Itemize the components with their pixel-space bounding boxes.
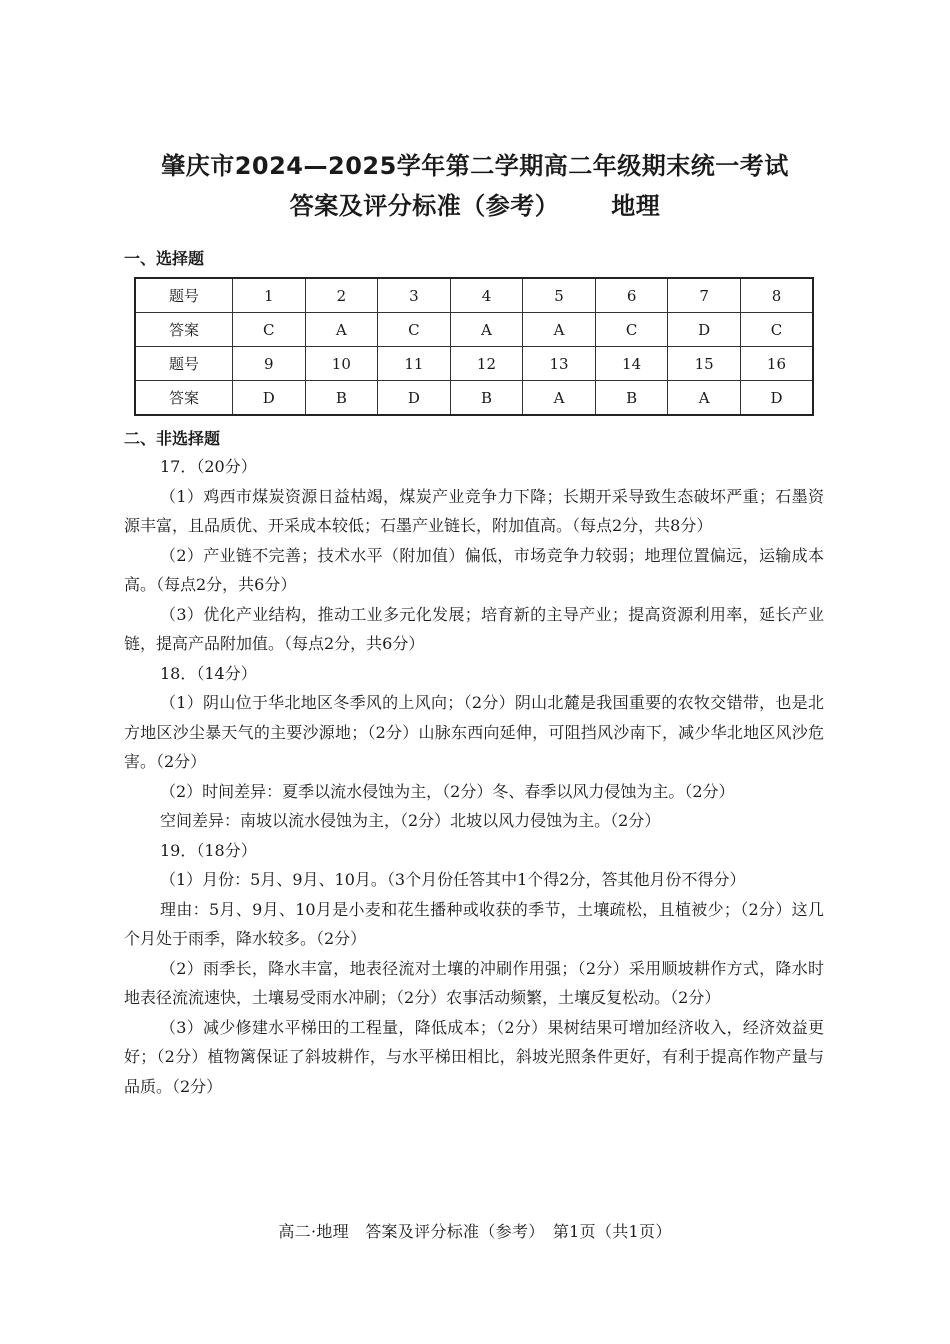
table-cell: C xyxy=(233,313,306,347)
table-cell: A xyxy=(450,313,523,347)
answer-paragraph: （1）月份：5月、9月、10月。（3个月份任答其中1个得2分，答其他月份不得分） xyxy=(160,870,746,889)
table-cell: 15 xyxy=(668,347,741,381)
question-heading: 17．（20分） xyxy=(160,457,257,476)
answer-paragraph: （2）产业链不完善；技术水平（附加值）偏低，市场竞争力较弱；地理位置偏远，运输成本高。（每点2分，共6分） xyxy=(124,545,824,594)
row-label: 题号 xyxy=(135,278,233,313)
subtitle-text: 答案及评分标准（参考） xyxy=(289,192,560,220)
table-cell: 1 xyxy=(233,278,306,313)
question-heading: 18．（14分） xyxy=(160,663,257,683)
exam-subtitle xyxy=(0,186,950,221)
row-label: 答案 xyxy=(135,313,233,347)
table-cell: 3 xyxy=(378,278,451,313)
table-cell: A xyxy=(523,313,596,347)
table-cell: B xyxy=(595,381,668,416)
section-heading-choice: 一、选择题 xyxy=(124,249,205,268)
table-cell: A xyxy=(305,313,378,347)
table-cell: 16 xyxy=(740,347,813,381)
table-cell: C xyxy=(740,313,813,347)
table-cell: 2 xyxy=(305,278,378,313)
answer-paragraph: 空间差异：南坡以流水侵蚀为主，（2分）北坡以风力侵蚀为主。（2分） xyxy=(160,811,661,830)
answer-body xyxy=(124,452,824,1101)
answer-paragraph: （1）鸡西市煤炭资源日益枯竭，煤炭产业竞争力下降；长期开采导致生态破坏严重；石墨资源丰富，且品质优、开采成本较低；石墨产业链长，附加值高。（每点2分，共8分） xyxy=(124,486,824,535)
exam-title: 肇庆市2024—2025学年第二学期高二年级期末统一考试 xyxy=(161,152,789,180)
answer-paragraph: （3）优化产业结构，推动工业多元化发展；培育新的主导产业；提高资源利用率，延长产业链，提高产品附加值。（每点2分，共6分） xyxy=(124,604,824,653)
table-cell: 9 xyxy=(233,347,306,381)
table-cell: A xyxy=(668,381,741,416)
table-cell: D xyxy=(740,381,813,416)
answer-paragraph: 理由：5月、9月、10月是小麦和花生播种或收获的季节，土壤疏松，且植被少；（2分）这几个月处于雨季，降水较多。（2分） xyxy=(124,899,824,948)
section-heading-nonchoice: 二、非选择题 xyxy=(124,429,221,448)
row-label: 答案 xyxy=(135,381,233,416)
answer-paragraph: （2）雨季长，降水丰富，地表径流对土壤的冲刷作用强；（2分）采用顺坡耕作方式，降水时地表径流流速快，土壤易受雨水冲刷；（2分）农事活动频繁，土壤反复松动。（2分） xyxy=(124,958,824,1007)
table-row xyxy=(135,381,813,416)
question-heading: 19．（18分） xyxy=(160,840,257,860)
table-cell: A xyxy=(523,381,596,416)
table-cell: B xyxy=(305,381,378,416)
table-cell: D xyxy=(233,381,306,416)
table-cell: 14 xyxy=(595,347,668,381)
table-cell: B xyxy=(450,381,523,416)
table-row xyxy=(135,313,813,347)
table-cell: 4 xyxy=(450,278,523,313)
table-row xyxy=(135,278,813,313)
table-cell: D xyxy=(378,381,451,416)
table-row xyxy=(135,347,813,381)
answer-table xyxy=(134,277,814,416)
table-cell: 12 xyxy=(450,347,523,381)
answer-paragraph: （3）减少修建水平梯田的工程量，降低成本；（2分）果树结果可增加经济收入，经济效益更好；（2分）植物篱保证了斜坡耕作，与水平梯田相比，斜坡光照条件更好，有利于提高作物产量与品质。（2分） xyxy=(124,1017,824,1096)
row-label: 题号 xyxy=(135,347,233,381)
table-cell: 8 xyxy=(740,278,813,313)
table-cell: 5 xyxy=(523,278,596,313)
table-cell: 6 xyxy=(595,278,668,313)
answer-paragraph: （2）时间差异：夏季以流水侵蚀为主，（2分）冬、春季以风力侵蚀为主。（2分） xyxy=(160,781,735,801)
table-cell: C xyxy=(595,313,668,347)
table-cell: 7 xyxy=(668,278,741,313)
table-cell: 11 xyxy=(378,347,451,381)
page-footer: 高二·地理 答案及评分标准（参考） 第1页（共1页） xyxy=(278,1222,672,1241)
table-cell: 13 xyxy=(523,347,596,381)
table-cell: 10 xyxy=(305,347,378,381)
table-cell: D xyxy=(668,313,741,347)
subject-label: 地理 xyxy=(611,192,661,220)
table-cell: C xyxy=(378,313,451,347)
answer-paragraph: （1）阴山位于华北地区冬季风的上风向；（2分）阴山北麓是我国重要的农牧交错带，也是北方地区沙尘暴天气的主要沙源地；（2分）山脉东西向延伸，可阻挡风沙南下，减少华北地区风沙危害。（2分） xyxy=(124,693,824,771)
